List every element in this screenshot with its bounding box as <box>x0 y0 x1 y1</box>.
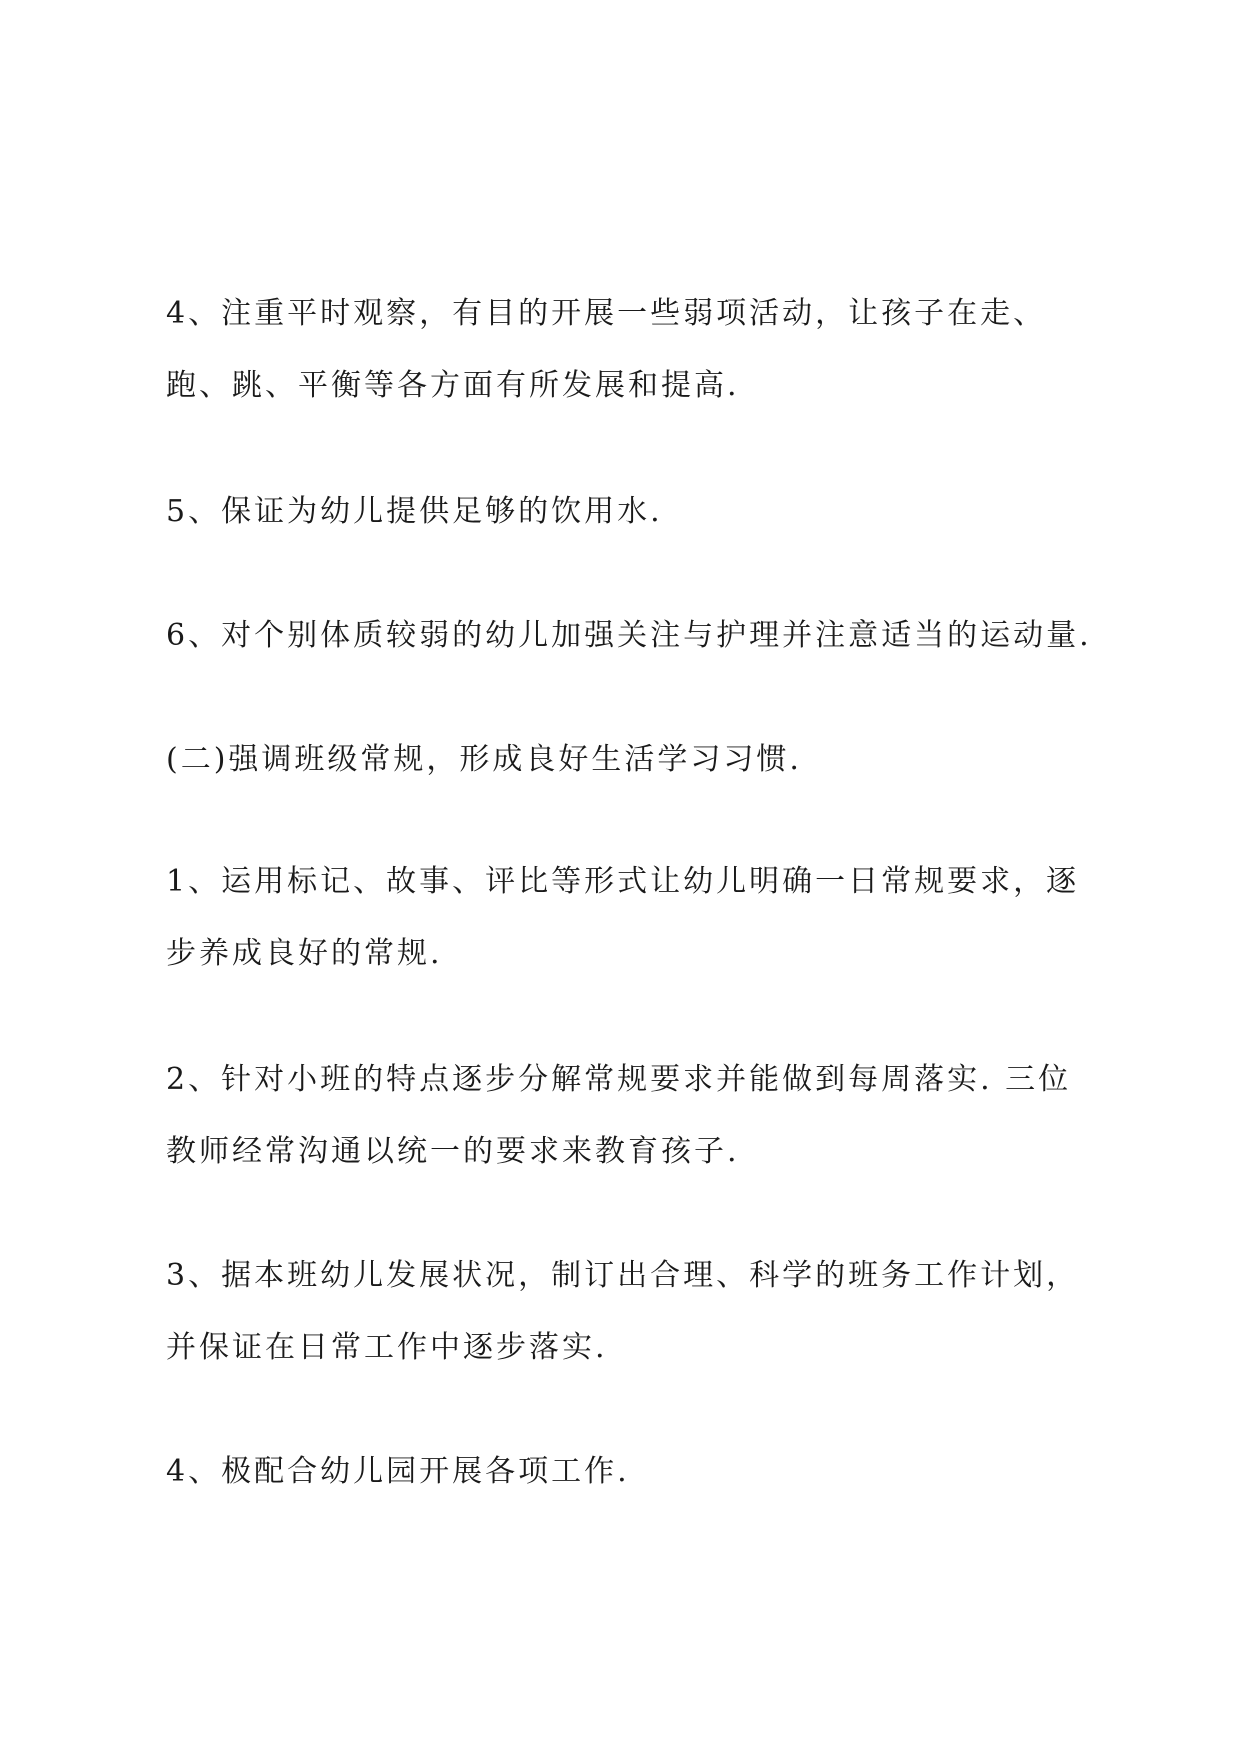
paragraph-item-4-observation <box>166 278 1106 422</box>
section-heading-class-routine <box>166 724 1106 796</box>
paragraph-item-6-weak-children <box>166 600 1106 672</box>
text-line: 3、据本班幼儿发展状况，制订出合理、科学的班务工作计划， <box>166 1258 1080 1293</box>
text-line: 1、运用标记、故事、评比等形式让幼儿明确一日常规要求，逐 <box>166 864 1080 899</box>
text-line: 4、极配合幼儿园开展各项工作. <box>166 1454 630 1489</box>
text-line: 5、保证为幼儿提供足够的饮用水. <box>166 494 663 529</box>
paragraph-item-1-markers <box>166 846 1106 990</box>
text-line: 步养成良好的常规. <box>166 936 443 971</box>
paragraph-item-3-work-plan <box>166 1240 1106 1384</box>
text-line: 跑、跳、平衡等各方面有所发展和提高. <box>166 368 740 403</box>
paragraph-item-5-water <box>166 476 1106 548</box>
paragraph-item-4-cooperate <box>166 1436 1106 1508</box>
text-line: 教师经常沟通以统一的要求来教育孩子. <box>166 1134 740 1169</box>
text-line: 2、针对小班的特点逐步分解常规要求并能做到每周落实. 三位 <box>166 1062 1072 1097</box>
text-line: 6、对个别体质较弱的幼儿加强关注与护理并注意适当的运动量. <box>166 618 1092 653</box>
text-line: 4、注重平时观察，有目的开展一些弱项活动，让孩子在走、 <box>166 296 1047 331</box>
heading-line: (二)强调班级常规，形成良好生活学习习惯. <box>166 742 802 777</box>
text-line: 并保证在日常工作中逐步落实. <box>166 1330 608 1365</box>
paragraph-item-2-small-class <box>166 1044 1106 1188</box>
